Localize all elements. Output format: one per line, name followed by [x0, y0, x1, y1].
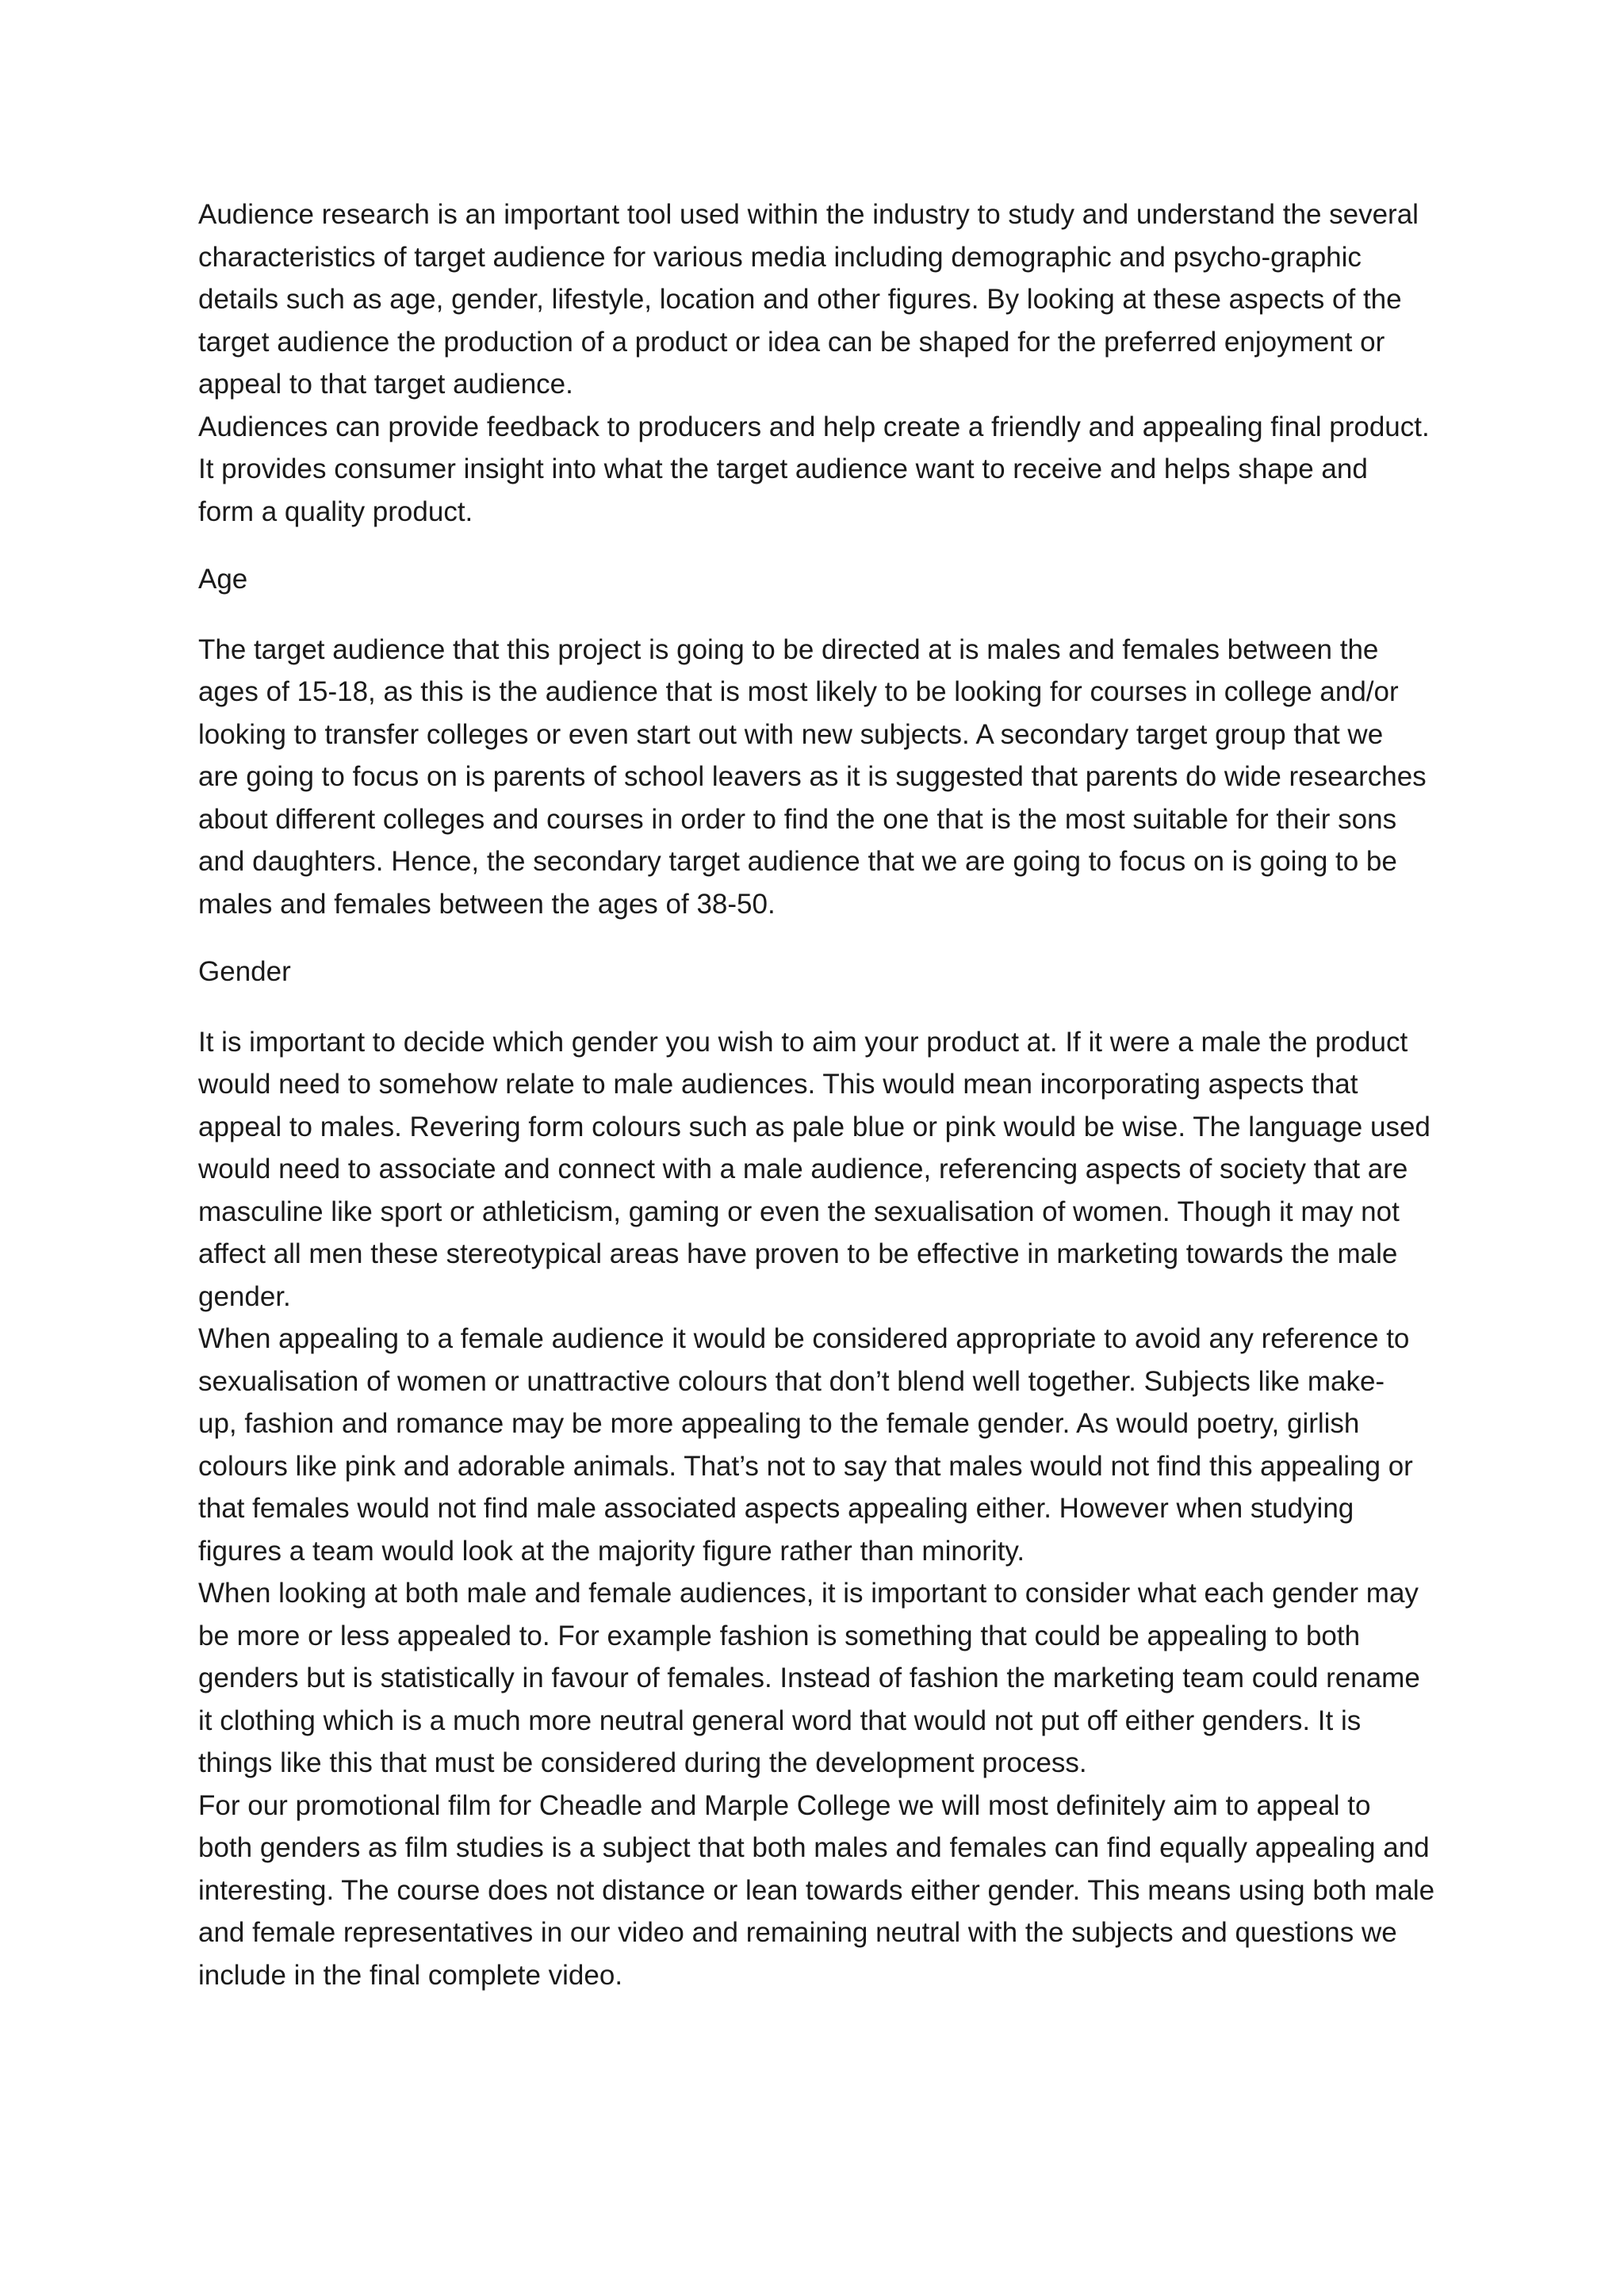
text-line: and daughters. Hence, the secondary target audience that we are going to focus on is going to be [198, 846, 1397, 877]
text-line: It is important to decide which gender you wish to aim your product at. If it were a male the product [198, 1026, 1408, 1058]
text-line: would need to associate and connect with a male audience, referencing aspects of society that are [198, 1154, 1408, 1184]
text-line: genders but is statistically in favour of females. Instead of fashion the marketing team could rename [198, 1663, 1420, 1693]
text-line: ages of 15-18, as this is the audience that is most likely to be looking for courses in college and/or [198, 676, 1399, 707]
text-line: up, fashion and romance may be more appealing to the female gender. As would poetry, girlish [198, 1408, 1360, 1439]
text-line: looking to transfer colleges or even start out with new subjects. A secondary target group that we [198, 718, 1384, 750]
text-line: that females would not find male associated aspects appealing either. However when studying [198, 1493, 1354, 1524]
text-line: and female representatives in our video and remaining neutral with the subjects and questions we [198, 1917, 1397, 1948]
text-line: interesting. The course does not distance or lean towards either gender. This means using both male [198, 1874, 1435, 1906]
text-line: include in the final complete video. [198, 1959, 623, 1991]
gender-paragraph-2 [198, 1318, 1443, 1572]
text-line: are going to focus on is parents of school leavers as it is suggested that parents do wide researches [198, 761, 1427, 792]
text-line: It provides consumer insight into what the target audience want to receive and helps shape and [198, 453, 1368, 484]
text-line: colours like pink and adorable animals. That’s not to say that males would not find this appealing or [198, 1450, 1413, 1482]
text-line: affect all men these stereotypical areas have proven to be effective in marketing towards the male [198, 1238, 1398, 1269]
text-line: males and females between the ages of 38-50. [198, 888, 776, 920]
text-line: When looking at both male and female audiences, it is important to consider what each gender may [198, 1578, 1419, 1609]
text-line: characteristics of target audience for various media including demographic and psycho-graphic [198, 241, 1362, 273]
text-line: target audience the production of a product or idea can be shaped for the preferred enjoyment or [198, 326, 1385, 358]
text-line: things like this that must be considered during the development process. [198, 1747, 1087, 1778]
text-line: When appealing to a female audience it would be considered appropriate to avoid any reference to [198, 1323, 1410, 1354]
intro-paragraph [198, 193, 1443, 406]
text-line: sexualisation of women or unattractive colours that don’t blend well together. Subjects like make- [198, 1365, 1385, 1397]
text-line: details such as age, gender, lifestyle, location and other figures. By looking at these aspects of the [198, 284, 1402, 315]
gender-heading: Gender [198, 956, 291, 987]
text-line: would need to somehow relate to male audiences. This would mean incorporating aspects that [198, 1069, 1358, 1100]
age-heading: Age [198, 564, 248, 595]
text-line: about different colleges and courses in order to find the one that is the most suitable for their sons [198, 803, 1397, 835]
text-line: form a quality product. [198, 496, 473, 527]
gender-paragraph-4 [198, 1785, 1443, 1997]
text-line: The target audience that this project is going to be directed at is males and females between the [198, 633, 1379, 665]
text-line: it clothing which is a much more neutral general word that would not put off either genders. It is [198, 1705, 1362, 1736]
text-line: both genders as film studies is a subject that both males and females can find equally appealing and [198, 1832, 1430, 1863]
intro-paragraph-2 [198, 406, 1443, 534]
text-line: appeal to males. Revering form colours such as pale blue or pink would be wise. The language used [198, 1111, 1431, 1142]
text-line: For our promotional film for Cheadle and Marple College we will most definitely aim to appeal to [198, 1789, 1371, 1821]
text-line: be more or less appealed to. For example fashion is something that could be appealing to both [198, 1620, 1361, 1651]
gender-paragraph-1 [198, 1021, 1443, 1318]
text-line: Audiences can provide feedback to producers and help create a friendly and appealing final product. [198, 411, 1430, 442]
age-paragraph [198, 629, 1443, 926]
text-line: appeal to that target audience. [198, 369, 573, 400]
text-line: Audience research is an important tool used within the industry to study and understand the several [198, 199, 1419, 230]
text-line: figures a team would look at the majority figure rather than minority. [198, 1535, 1025, 1567]
text-line: gender. [198, 1280, 291, 1312]
document-body [198, 193, 1443, 1996]
text-line: masculine like sport or athleticism, gaming or even the sexualisation of women. Though it may not [198, 1196, 1400, 1227]
gender-paragraph-3 [198, 1572, 1443, 1785]
